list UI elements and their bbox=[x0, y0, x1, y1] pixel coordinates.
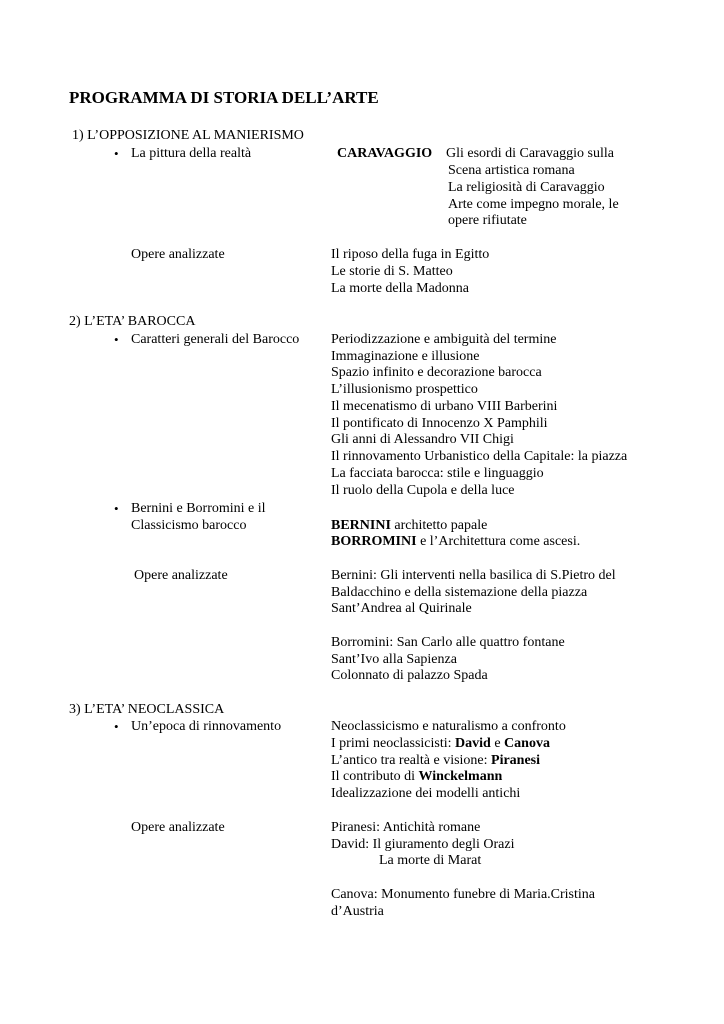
text: Il contributo di bbox=[331, 769, 419, 784]
caravaggio-line: Scena artistica romana bbox=[448, 163, 575, 178]
caravaggio-line: Gli esordi di Caravaggio sulla bbox=[446, 146, 614, 161]
barocco-line: Il rinnovamento Urbanistico della Capitale: la piazza bbox=[331, 449, 628, 464]
section-1-works-label: Opere analizzate bbox=[131, 247, 225, 262]
section-1-work: La morte della Madonna bbox=[331, 281, 470, 296]
bernini-line bbox=[331, 517, 487, 534]
borromini-work: Sant’Ivo alla Sapienza bbox=[331, 652, 457, 667]
barocco-line: Gli anni di Alessandro VII Chigi bbox=[331, 432, 514, 447]
bullet-icon: • bbox=[114, 146, 119, 161]
page-title: PROGRAMMA DI STORIA DELL’ARTE bbox=[69, 88, 379, 107]
barocco-line: L’illusionismo prospettico bbox=[331, 382, 478, 397]
section-1-work: Le storie di S. Matteo bbox=[331, 264, 453, 279]
section-2-works-label: Opere analizzate bbox=[134, 568, 228, 583]
winckelmann-label: Winckelmann bbox=[418, 769, 503, 784]
section-3-work: La morte di Marat bbox=[379, 853, 482, 868]
barocco-line: Il ruolo della Cupola e della luce bbox=[331, 483, 515, 498]
bernini-work: Sant’Andrea al Quirinale bbox=[331, 601, 472, 616]
piranesi-label: Piranesi bbox=[491, 753, 541, 768]
section-2-heading: 2) L’ETA’ BAROCCA bbox=[69, 314, 196, 329]
section-3-heading: 3) L’ETA’ NEOCLASSICA bbox=[69, 702, 225, 717]
bernini-desc: architetto papale bbox=[390, 518, 488, 533]
caravaggio-line: opere rifiutate bbox=[448, 213, 527, 228]
bullet-icon: • bbox=[114, 332, 119, 347]
david-label: David bbox=[455, 736, 491, 751]
borromini-work: Borromini: San Carlo alle quattro fontane bbox=[331, 635, 565, 650]
borromini-desc: e l’Architettura come ascesi. bbox=[416, 534, 581, 549]
section-1-topic: La pittura della realtà bbox=[131, 146, 252, 161]
neoclassic-line: Neoclassicismo e naturalismo a confronto bbox=[331, 719, 566, 734]
text: e bbox=[490, 736, 505, 751]
barocco-line: Il pontificato di Innocenzo X Pamphili bbox=[331, 416, 548, 431]
caravaggio-line: Arte come impegno morale, le bbox=[448, 197, 619, 212]
borromini-line bbox=[331, 533, 580, 550]
section-2-topic-1: Caratteri generali del Barocco bbox=[131, 332, 300, 347]
section-3-works-label: Opere analizzate bbox=[131, 820, 225, 835]
bernini-label: BERNINI bbox=[331, 518, 391, 533]
bernini-work: Bernini: Gli interventi nella basilica di S.Pietro del bbox=[331, 568, 616, 583]
barocco-line: Immaginazione e illusione bbox=[331, 349, 480, 364]
bullet-icon: • bbox=[114, 719, 119, 734]
barocco-line: Spazio infinito e decorazione barocca bbox=[331, 365, 542, 380]
barocco-line: Il mecenatismo di urbano VIII Barberini bbox=[331, 399, 558, 414]
neoclassic-line bbox=[331, 768, 502, 785]
section-1-heading: 1) L’OPPOSIZIONE AL MANIERISMO bbox=[72, 128, 304, 143]
neoclassic-line: Idealizzazione dei modelli antichi bbox=[331, 786, 521, 801]
bullet-icon: • bbox=[114, 501, 119, 516]
caravaggio-label: CARAVAGGIO bbox=[337, 146, 433, 161]
section-1-work: Il riposo della fuga in Egitto bbox=[331, 247, 490, 262]
bernini-work: Baldacchino e della sistemazione della piazza bbox=[331, 585, 588, 600]
caravaggio-line: La religiosità di Caravaggio bbox=[448, 180, 605, 195]
section-3-topic: Un’epoca di rinnovamento bbox=[131, 719, 282, 734]
barocco-line: La facciata barocca: stile e linguaggio bbox=[331, 466, 544, 481]
neoclassic-line bbox=[331, 735, 550, 752]
text: L’antico tra realtà e visione: bbox=[331, 753, 492, 768]
section-2-topic-2: Classicismo barocco bbox=[131, 518, 247, 533]
section-2-topic-2: Bernini e Borromini e il bbox=[131, 501, 266, 516]
neoclassic-line bbox=[331, 752, 540, 769]
barocco-line: Periodizzazione e ambiguità del termine bbox=[331, 332, 557, 347]
section-3-work: Piranesi: Antichità romane bbox=[331, 820, 481, 835]
borromini-work: Colonnato di palazzo Spada bbox=[331, 668, 488, 683]
borromini-label: BORROMINI bbox=[331, 534, 417, 549]
canova-label: Canova bbox=[504, 736, 550, 751]
canova-work: Canova: Monumento funebre di Maria.Cristina bbox=[331, 887, 595, 902]
section-3-work: David: Il giuramento degli Orazi bbox=[331, 837, 515, 852]
canova-work: d’Austria bbox=[331, 904, 384, 919]
text: I primi neoclassicisti: bbox=[331, 736, 456, 751]
